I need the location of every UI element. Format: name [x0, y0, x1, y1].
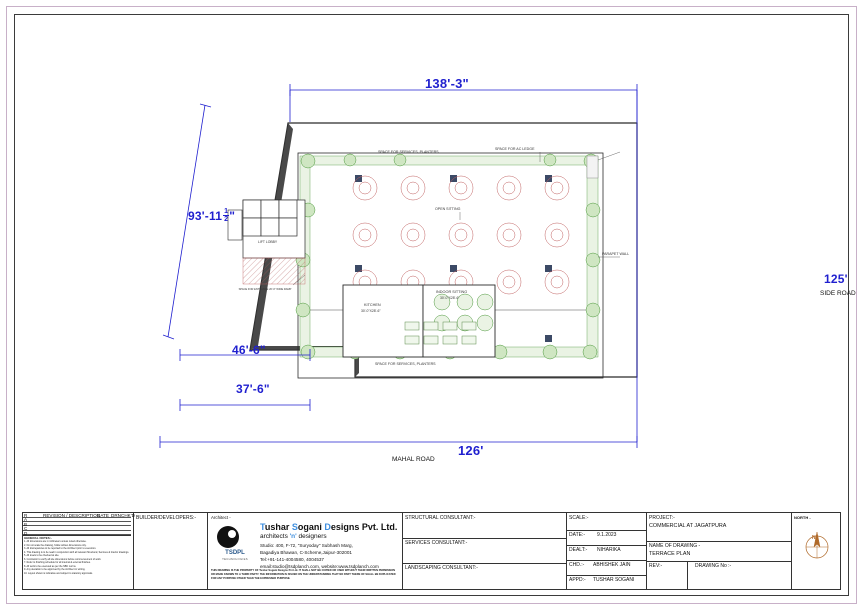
terrace-plan-drawing	[150, 60, 710, 480]
north-arrow-icon	[800, 527, 834, 561]
appd-label: APPD:-	[569, 577, 586, 583]
label-indoor-sitting-size: 30'-0"X28'-6"	[440, 296, 460, 300]
dim-bottom-left: 46'-6"	[232, 343, 266, 357]
tagline-d: designers	[296, 533, 327, 540]
architect-label: Architect -	[211, 515, 231, 520]
tb-revisions-notes	[23, 513, 134, 589]
drawing-name-value: TERRACE PLAN	[649, 551, 691, 557]
project-value: COMMERCIAL AT JAGATPURA	[649, 523, 727, 529]
address-line: email:studio@tsdplanch.com, website:www.tsdplanch.com	[260, 563, 379, 569]
label-ac-ledge: SPACE FOR AC LEDGE	[495, 147, 535, 151]
logo-text: TSDPL	[225, 550, 245, 556]
tb-consultants	[403, 513, 567, 589]
label-mahal-road: MAHAL ROAD	[392, 456, 435, 463]
logo-sub: TECHNOLOGIES	[222, 557, 248, 561]
tb-builder	[134, 513, 208, 589]
note-line: 9. Any deviation to be approved by the Architect in writing.	[24, 568, 86, 572]
meta-divider-2	[567, 545, 647, 546]
meta-divider-4	[567, 575, 647, 576]
dealt-value: NIHARIKA	[597, 547, 621, 553]
date-label: DATE:-	[569, 532, 586, 538]
general-notes	[24, 536, 130, 575]
drawing-no-label: DRAWING No :-	[695, 563, 732, 569]
dim-left-main: 93'-11	[188, 208, 223, 223]
landscaping-consultant-label: LANDSCAPING CONSULTANT:-	[405, 565, 478, 571]
meta-divider-3	[567, 560, 647, 561]
note-line: 1. All dimensions are in millimeters unless noted otherwise.	[24, 540, 87, 544]
label-kitchen-size: 30'-0"X28'-6"	[361, 309, 381, 313]
legal-notice: THIS DRAWING IS THE PROPERTY OF Tushar Sogani Designs Pvt Ltd. IT SHALL NOT BE COPIED OR USED WITHOUT THEIR WRITTEN PERMISSION OR MADE KNOWN TO A THIRD PARTY. THE INFORMATION IS ISSUED ON THE UNDERSTANDING THAT NO PART THERE OF SHALL BE DUPLICATED FOR ANY PURPOSE OTHER THAN THE EXPRESSED PURPOSE.	[211, 569, 396, 580]
label-side-road: SIDE ROAD	[820, 290, 856, 297]
dim-bottom: 126'	[458, 443, 484, 458]
dim-left-inch: "	[229, 208, 236, 223]
label-lift-lobby: LIFT LOBBY	[258, 240, 278, 244]
label-entrance-ramp: SPACE FOR ENTRANCE 20'-0" WIDE RAMP	[238, 288, 292, 291]
label-open-sitting: OPEN SITTING	[435, 207, 461, 211]
north-label: NORTH -	[794, 515, 811, 520]
note-line: 5. All levels to be checked at site.	[24, 554, 60, 558]
label-indoor-sitting: INDOOR SITTING	[436, 290, 468, 294]
arch-name-t: T	[260, 522, 265, 532]
address-line: Tel:+91-141-4004580, 4004537	[260, 556, 324, 562]
label-parapet-wall: PARAPET WALL	[602, 252, 630, 256]
rev-r2c1: B	[24, 521, 28, 527]
tb-architect	[208, 513, 403, 589]
notes-title: GENERAL NOTES:-	[24, 536, 52, 540]
scale-label: SCALE:-	[569, 515, 589, 521]
consultant-divider-2	[403, 563, 567, 564]
tb-project	[647, 513, 792, 589]
meta-divider-1	[567, 530, 647, 531]
tb-meta	[567, 513, 647, 589]
rev-r4c1: D	[24, 530, 28, 536]
rev-divider	[687, 561, 688, 589]
lift-core	[243, 200, 305, 258]
builder-label: BUILDER/DEVELOPERS:-	[136, 515, 197, 521]
ramp-entry	[243, 258, 305, 284]
revision-table	[23, 513, 135, 536]
note-line: 10. Layout shown is indicative and subject to statutory approvals.	[24, 571, 93, 575]
address-line: Studio: 400, F-72, "Suryoday" Subhash Marg,	[260, 543, 353, 548]
note-line: 8. All work to be executed as per the NBC norms.	[24, 564, 77, 568]
architect-tagline	[260, 533, 397, 540]
dim-left-frac-den: 2	[224, 216, 229, 223]
title-block	[22, 512, 841, 590]
architect-address	[260, 543, 397, 571]
note-line: 7. Refer to finishing schedule for all internal & external finishes.	[24, 561, 91, 565]
logo-mark-icon	[217, 526, 239, 548]
rev-r3c1: C	[24, 526, 28, 532]
arch-name-esigns: esigns Pvt. Ltd.	[330, 522, 398, 532]
label-services-planters-top: SPACE FOR SERVICES, PLANTERS	[378, 150, 439, 154]
consultant-divider-1	[403, 538, 567, 539]
architect-name	[260, 522, 397, 571]
label-kitchen: KITCHEN	[364, 303, 381, 307]
tagline-a: architects	[260, 533, 290, 540]
services-consultant-label: SERVICES CONSULTANT:-	[405, 540, 468, 546]
arch-name-d: D	[324, 522, 331, 532]
drawing-name-label: NAME OF DRAWING -	[649, 543, 701, 549]
note-line: 4. This drawing is to be read in conjunction with all relevant Structural, Services & Interior drawings.	[24, 550, 130, 554]
dim-right: 125'	[824, 272, 848, 286]
arch-name-ogani: ogani	[297, 522, 325, 532]
project-divider-2	[647, 561, 792, 562]
architect-logo	[212, 523, 258, 567]
north-glyph: N	[812, 535, 816, 541]
ac-ledge	[587, 156, 598, 178]
tb-north	[792, 513, 840, 589]
dim-left	[188, 208, 235, 223]
tagline-n: 'n'	[289, 533, 297, 540]
chd-label: CHD.:-	[569, 562, 585, 568]
project-label: PROJECT:-	[649, 515, 675, 521]
note-line: 3. All discrepancies to be reported to the Architect prior to execution.	[24, 547, 97, 551]
rev-r1c1: A	[24, 517, 28, 523]
rev-h4: DRN	[111, 513, 121, 518]
kitchen-block	[343, 285, 423, 357]
arch-name-s: S	[291, 522, 298, 532]
project-divider-1	[647, 541, 792, 542]
arch-name-ushar: ushar	[264, 522, 292, 532]
rev-h5: CHK'D	[121, 513, 135, 518]
label-services-planters-bottom: SPACE FOR SERVICES, PLANTERS	[375, 362, 436, 366]
appd-value: TUSHAR SOGANI	[593, 577, 635, 583]
rev-h1: R	[24, 513, 28, 518]
rev-h3: DATE	[97, 513, 109, 518]
plan-svg	[150, 60, 710, 480]
structural-consultant-label: STRUCTURAL CONSULTANT:-	[405, 515, 476, 521]
rev-h2: REVISION / DESCRIPTION	[43, 513, 101, 518]
note-line: 6. Contractor to verify all site dimensions before commencement of work.	[24, 557, 102, 561]
dim-left-frac-num: 1	[224, 208, 229, 215]
chd-value: ABHISHEK JAIN	[593, 562, 631, 568]
dim-top: 138'-3"	[425, 76, 469, 91]
address-line: Bagadiya Bhawan, C-Scheme,Jaipur-302001	[260, 549, 352, 555]
date-value: 9.1.2023	[597, 532, 617, 538]
dealt-label: DEALT:-	[569, 547, 588, 553]
note-line: 2. Do not scale the drawing, follow written dimensions only.	[24, 543, 87, 547]
rev-label: REV:-	[649, 563, 663, 569]
dim-step: 37'-6"	[236, 382, 270, 396]
